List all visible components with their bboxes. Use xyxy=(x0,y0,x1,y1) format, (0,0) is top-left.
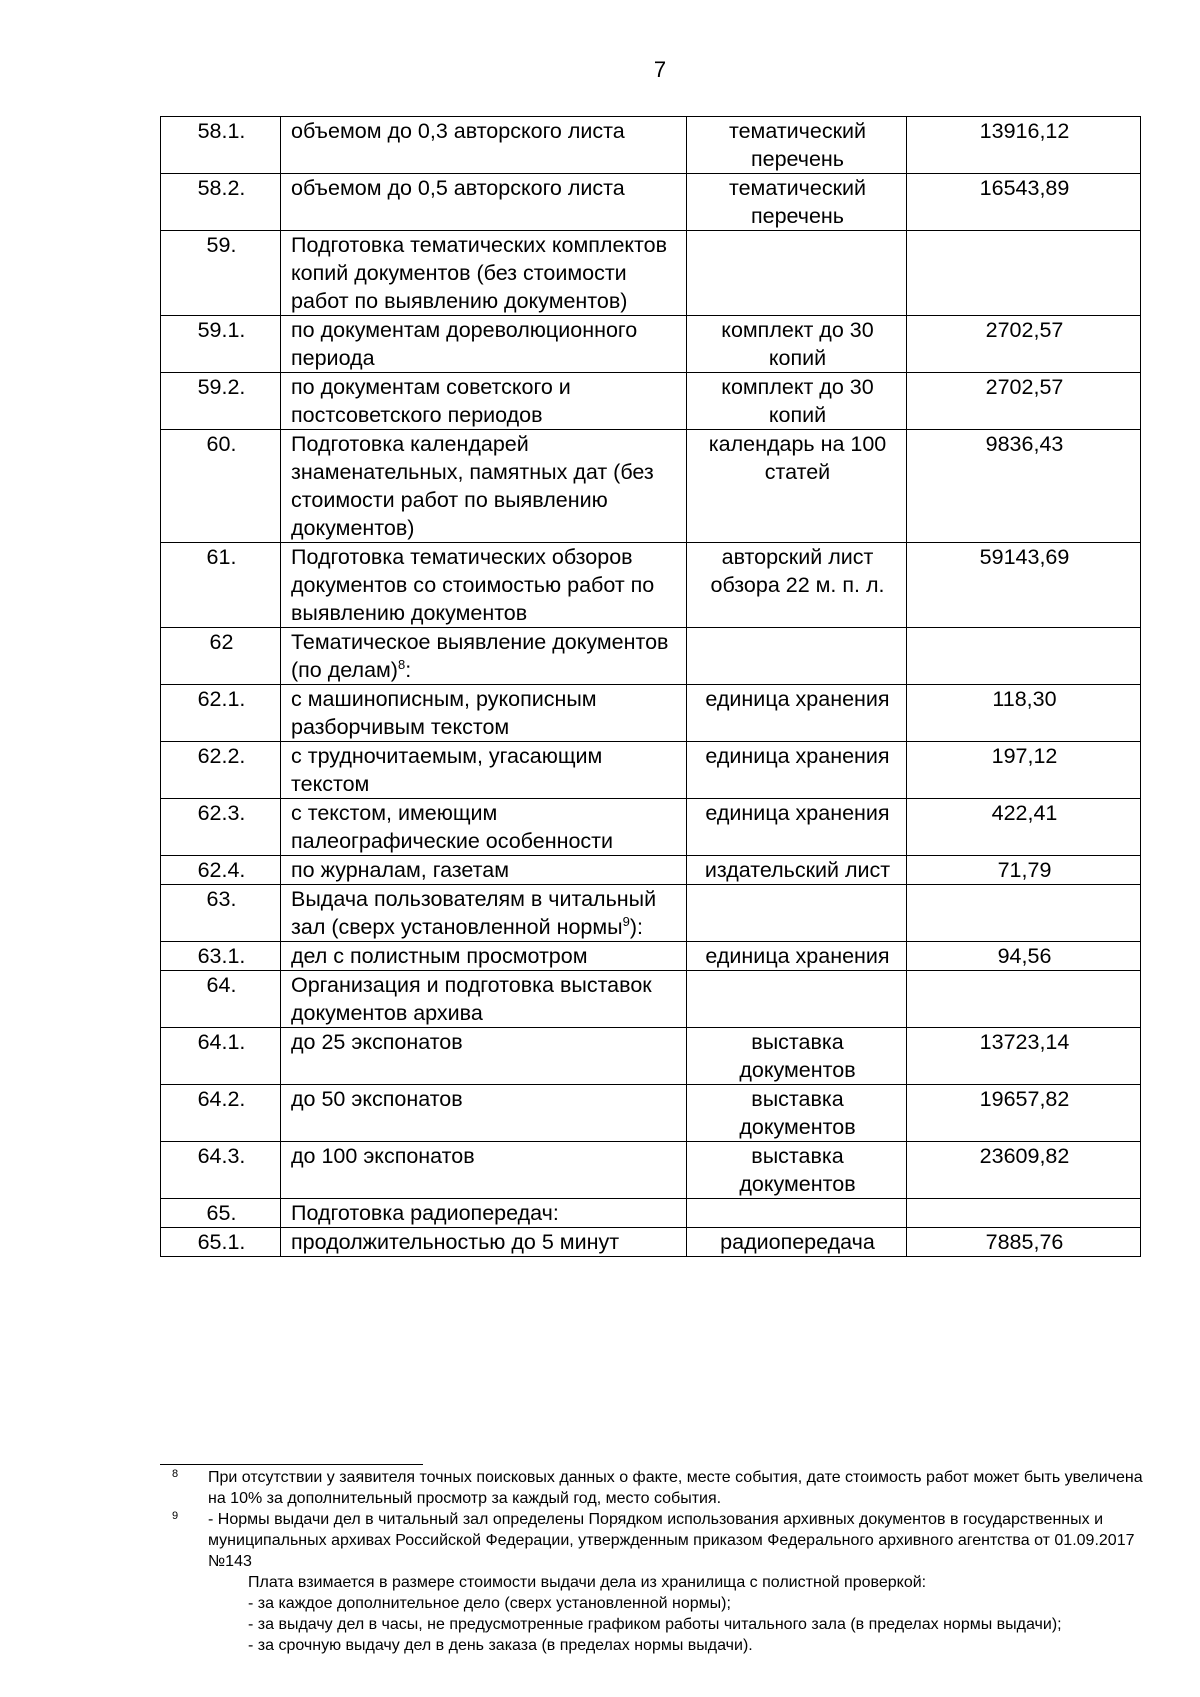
footnote-detail-line: Плата взимается в размере стоимости выдачи дела из хранилища с полистной проверкой: xyxy=(248,1574,927,1591)
row-number: 60. xyxy=(161,430,281,543)
row-name xyxy=(281,685,687,742)
row-unit: тематический перечень xyxy=(687,174,907,231)
row-number: 58.2. xyxy=(161,174,281,231)
row-unit: авторский лист обзора 22 м. п. л. xyxy=(687,543,907,628)
row-unit xyxy=(687,971,907,1028)
row-unit: тематический перечень xyxy=(687,117,907,174)
row-number: 63.1. xyxy=(161,942,281,971)
row-name-text: с трудночитаемым, угасающим текстом xyxy=(291,744,603,796)
row-price: 59143,69 xyxy=(907,543,1141,628)
footnote-detail-line: - за каждое дополнительное дело (сверх установленной нормы); xyxy=(248,1595,731,1612)
row-unit xyxy=(687,885,907,942)
row-number: 63. xyxy=(161,885,281,942)
table-row xyxy=(161,942,1141,971)
row-price xyxy=(907,628,1141,685)
footnote xyxy=(160,1509,1160,1572)
row-name-text: Выдача пользователям в читальный зал (сверх установленной нормы xyxy=(291,887,657,939)
row-name-text: дел с полистным просмотром xyxy=(291,944,588,968)
row-name xyxy=(281,799,687,856)
row-price xyxy=(907,971,1141,1028)
row-unit xyxy=(687,628,907,685)
row-name-text: Подготовка календарей знаменательных, памятных дат (без стоимости работ по выявлению документов) xyxy=(291,432,654,540)
row-name xyxy=(281,971,687,1028)
row-name-text: с текстом, имеющим палеографические особенности xyxy=(291,801,614,853)
row-unit: радиопередача xyxy=(687,1228,907,1257)
row-unit: единица хранения xyxy=(687,685,907,742)
footnote-mark: 9 xyxy=(172,1510,179,1522)
row-name xyxy=(281,231,687,316)
footnote-separator xyxy=(160,1464,423,1465)
tariff-table xyxy=(160,116,1141,1257)
row-name-text: Подготовка тематических комплектов копий документов (без стоимости работ по выявлению документов) xyxy=(291,233,668,313)
row-number: 64. xyxy=(161,971,281,1028)
row-name-text: Организация и подготовка выставок документов архива xyxy=(291,973,652,1025)
row-name xyxy=(281,1228,687,1257)
row-price: 13916,12 xyxy=(907,117,1141,174)
row-name xyxy=(281,885,687,942)
row-name-text: объемом до 0,5 авторского листа xyxy=(291,176,625,200)
footnote-detail-line: - за выдачу дел в часы, не предусмотренные графиком работы читального зала (в пределах нормы выдачи); xyxy=(248,1616,1062,1633)
row-price: 118,30 xyxy=(907,685,1141,742)
row-number: 62 xyxy=(161,628,281,685)
row-name xyxy=(281,1199,687,1228)
row-price: 71,79 xyxy=(907,856,1141,885)
row-number: 62.4. xyxy=(161,856,281,885)
row-name xyxy=(281,942,687,971)
row-name-text: объемом до 0,3 авторского листа xyxy=(291,119,625,143)
row-name-text: по документам советского и постсоветского периодов xyxy=(291,375,571,427)
row-number: 59.2. xyxy=(161,373,281,430)
row-name-text: с машинописным, рукописным разборчивым текстом xyxy=(291,687,597,739)
table-row xyxy=(161,885,1141,942)
row-price: 2702,57 xyxy=(907,316,1141,373)
row-number: 59.1. xyxy=(161,316,281,373)
row-number: 62.3. xyxy=(161,799,281,856)
table-row xyxy=(161,856,1141,885)
row-unit xyxy=(687,231,907,316)
row-name-text: до 25 экспонатов xyxy=(291,1030,463,1054)
table-row xyxy=(161,628,1141,685)
footnote-ref: 8 xyxy=(397,656,406,672)
row-name xyxy=(281,174,687,231)
row-name xyxy=(281,117,687,174)
row-name xyxy=(281,628,687,685)
table-row xyxy=(161,1028,1141,1085)
row-price: 7885,76 xyxy=(907,1228,1141,1257)
footnote-ref: 9 xyxy=(622,913,630,929)
row-unit: выставка документов xyxy=(687,1085,907,1142)
row-price: 197,12 xyxy=(907,742,1141,799)
footnote-detail-line: - за срочную выдачу дел в день заказа (в пределах нормы выдачи). xyxy=(248,1637,753,1654)
table-row xyxy=(161,430,1141,543)
row-name-text: Тематическое выявление документов (по делам) xyxy=(291,630,669,682)
footnote-mark: 8 xyxy=(172,1468,179,1480)
row-price: 2702,57 xyxy=(907,373,1141,430)
row-number: 65.1. xyxy=(161,1228,281,1257)
table-row xyxy=(161,1228,1141,1257)
row-name xyxy=(281,373,687,430)
row-unit: единица хранения xyxy=(687,742,907,799)
row-price: 23609,82 xyxy=(907,1142,1141,1199)
row-price: 9836,43 xyxy=(907,430,1141,543)
row-name xyxy=(281,1028,687,1085)
row-name xyxy=(281,543,687,628)
row-number: 58.1. xyxy=(161,117,281,174)
row-price xyxy=(907,231,1141,316)
row-name-text: по журналам, газетам xyxy=(291,858,510,882)
row-name xyxy=(281,316,687,373)
table-row xyxy=(161,543,1141,628)
row-unit: выставка документов xyxy=(687,1028,907,1085)
row-name-suffix: ): xyxy=(629,915,643,939)
row-name-text: Подготовка радиопередач: xyxy=(291,1201,559,1225)
row-name xyxy=(281,1085,687,1142)
table-row xyxy=(161,685,1141,742)
row-name-text: до 100 экспонатов xyxy=(291,1144,475,1168)
table-row xyxy=(161,373,1141,430)
row-unit: издательский лист xyxy=(687,856,907,885)
row-unit xyxy=(687,1199,907,1228)
row-name xyxy=(281,430,687,543)
page-number: 7 xyxy=(653,57,667,82)
footnote xyxy=(160,1467,1160,1509)
table-row xyxy=(161,117,1141,174)
row-name-text: продолжительностью до 5 минут xyxy=(291,1230,620,1254)
footnote-text: - Нормы выдачи дел в читальный зал определены Порядком использования архивных документов в государственных и муниципальных архивах Российской Федерации, утвержденным приказом Федерального архивного агентства от 01.09.2017 №143 xyxy=(208,1511,1135,1570)
row-unit: комплект до 30 копий xyxy=(687,316,907,373)
table-row xyxy=(161,1085,1141,1142)
row-name-text: Подготовка тематических обзоров документов со стоимостью работ по выявлению документов xyxy=(291,545,655,625)
row-name xyxy=(281,856,687,885)
row-price: 13723,14 xyxy=(907,1028,1141,1085)
row-price: 422,41 xyxy=(907,799,1141,856)
row-number: 64.2. xyxy=(161,1085,281,1142)
footnote-text: При отсутствии у заявителя точных поисковых данных о факте, месте события, дате стоимость работ может быть увеличена на 10% за дополнительный просмотр за каждый год, место события. xyxy=(208,1469,1143,1507)
row-number: 65. xyxy=(161,1199,281,1228)
row-name-text: по документам дореволюционного периода xyxy=(291,318,638,370)
row-price xyxy=(907,1199,1141,1228)
row-name xyxy=(281,742,687,799)
row-name-suffix: : xyxy=(405,658,412,682)
footnotes xyxy=(160,1467,1160,1656)
table-row xyxy=(161,971,1141,1028)
row-unit: выставка документов xyxy=(687,1142,907,1199)
row-unit: календарь на 100 статей xyxy=(687,430,907,543)
table-row xyxy=(161,1199,1141,1228)
row-price: 19657,82 xyxy=(907,1085,1141,1142)
row-unit: единица хранения xyxy=(687,942,907,971)
row-number: 62.2. xyxy=(161,742,281,799)
row-price xyxy=(907,885,1141,942)
table-row xyxy=(161,316,1141,373)
table-row xyxy=(161,799,1141,856)
row-number: 62.1. xyxy=(161,685,281,742)
row-price: 94,56 xyxy=(907,942,1141,971)
row-price: 16543,89 xyxy=(907,174,1141,231)
table-row xyxy=(161,174,1141,231)
row-unit: единица хранения xyxy=(687,799,907,856)
row-number: 64.1. xyxy=(161,1028,281,1085)
row-name-text: до 50 экспонатов xyxy=(291,1087,463,1111)
table-row xyxy=(161,1142,1141,1199)
row-unit: комплект до 30 копий xyxy=(687,373,907,430)
table-row xyxy=(161,231,1141,316)
row-number: 61. xyxy=(161,543,281,628)
table-row xyxy=(161,742,1141,799)
row-number: 59. xyxy=(161,231,281,316)
row-name xyxy=(281,1142,687,1199)
row-number: 64.3. xyxy=(161,1142,281,1199)
